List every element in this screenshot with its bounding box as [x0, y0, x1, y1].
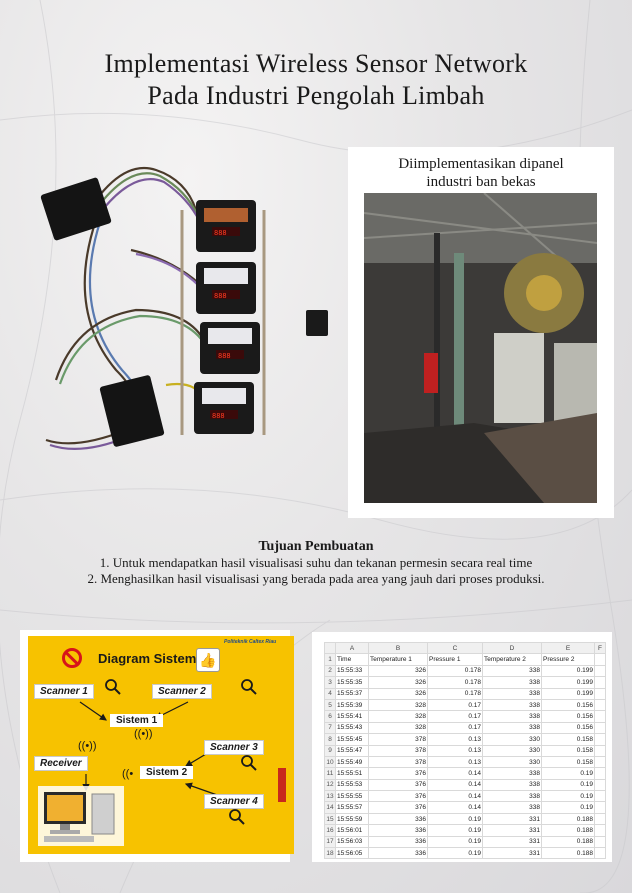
- purpose-section: [0, 538, 632, 587]
- table-cell[interactable]: 15:55:45: [336, 734, 369, 745]
- table-row: [325, 745, 606, 756]
- scanner-2-label: Scanner 2: [152, 684, 212, 699]
- wireless-icon: ((•: [122, 768, 134, 780]
- table-cell[interactable]: 0.14: [428, 791, 483, 802]
- empty-cell[interactable]: [595, 813, 606, 824]
- empty-cell[interactable]: [595, 665, 606, 676]
- table-cell[interactable]: 0.19: [428, 825, 483, 836]
- table-cell[interactable]: 15:56:05: [336, 848, 369, 859]
- table-row: [325, 848, 606, 859]
- table-cell[interactable]: 338: [483, 677, 542, 688]
- table-cell[interactable]: 15:55:49: [336, 756, 369, 767]
- table-cell[interactable]: 0.14: [428, 779, 483, 790]
- row-number[interactable]: 12: [325, 779, 336, 790]
- table-cell[interactable]: 0.19: [542, 779, 595, 790]
- sensor-devices-photo: [36, 150, 336, 480]
- row-number[interactable]: 5: [325, 699, 336, 710]
- table-cell[interactable]: 336: [369, 813, 428, 824]
- table-cell[interactable]: 338: [483, 711, 542, 722]
- table-cell[interactable]: 336: [369, 848, 428, 859]
- table-row: [325, 756, 606, 767]
- table-cell[interactable]: 376: [369, 791, 428, 802]
- table-row: [325, 722, 606, 733]
- table-cell[interactable]: 15:55:55: [336, 791, 369, 802]
- row-number[interactable]: 13: [325, 791, 336, 802]
- magnifier-icon: [104, 678, 121, 695]
- factory-caption-line-1: Diimplementasikan dipanel: [398, 156, 564, 172]
- column-letter[interactable]: D: [483, 643, 542, 654]
- table-cell[interactable]: 376: [369, 768, 428, 779]
- table-cell[interactable]: 15:55:57: [336, 802, 369, 813]
- thumbs-up-icon: 👍: [196, 648, 220, 672]
- column-letter[interactable]: F: [595, 643, 606, 654]
- table-cell[interactable]: 336: [369, 836, 428, 847]
- row-number[interactable]: 16: [325, 825, 336, 836]
- row-number[interactable]: 3: [325, 677, 336, 688]
- table-cell[interactable]: 331: [483, 848, 542, 859]
- table-cell[interactable]: 328: [369, 699, 428, 710]
- factory-photo: [364, 193, 597, 503]
- system-diagram-card: [20, 630, 290, 862]
- table-cell[interactable]: Time: [336, 654, 369, 665]
- table-cell[interactable]: 326: [369, 688, 428, 699]
- receiver-label: Receiver: [34, 756, 88, 771]
- table-cell[interactable]: 338: [483, 665, 542, 676]
- table-cell[interactable]: 15:55:37: [336, 688, 369, 699]
- no-sign-icon: [62, 648, 82, 668]
- diagram-title: Diagram Sistem: [98, 651, 197, 666]
- table-cell[interactable]: 15:55:41: [336, 711, 369, 722]
- row-number[interactable]: 15: [325, 813, 336, 824]
- table-cell[interactable]: 330: [483, 756, 542, 767]
- table-cell[interactable]: 0.19: [542, 802, 595, 813]
- table-row: [325, 711, 606, 722]
- table-cell[interactable]: 0.199: [542, 677, 595, 688]
- title-line-2: Pada Industri Pengolah Limbah: [147, 81, 485, 110]
- system-diagram: [28, 636, 294, 854]
- table-cell[interactable]: 326: [369, 677, 428, 688]
- table-cell[interactable]: 338: [483, 791, 542, 802]
- table-cell[interactable]: 0.188: [542, 848, 595, 859]
- magnifier-icon: [240, 754, 257, 771]
- svg-text:888: 888: [212, 412, 225, 420]
- table-cell[interactable]: 15:55:59: [336, 813, 369, 824]
- table-cell[interactable]: 0.188: [542, 825, 595, 836]
- table-cell[interactable]: 331: [483, 836, 542, 847]
- table-cell[interactable]: 338: [483, 722, 542, 733]
- table-cell[interactable]: 0.17: [428, 722, 483, 733]
- empty-cell[interactable]: [595, 654, 606, 665]
- table-cell[interactable]: 0.19: [428, 836, 483, 847]
- empty-cell[interactable]: [595, 848, 606, 859]
- table-cell[interactable]: 15:56:01: [336, 825, 369, 836]
- empty-cell[interactable]: [595, 688, 606, 699]
- table-cell[interactable]: 0.158: [542, 734, 595, 745]
- table-row: [325, 734, 606, 745]
- table-cell[interactable]: 0.13: [428, 745, 483, 756]
- row-number[interactable]: 10: [325, 756, 336, 767]
- table-cell[interactable]: 15:55:47: [336, 745, 369, 756]
- table-row: [325, 665, 606, 676]
- table-cell[interactable]: 0.17: [428, 699, 483, 710]
- table-cell[interactable]: 0.158: [542, 756, 595, 767]
- table-row: [325, 688, 606, 699]
- magnifier-icon: [240, 678, 257, 695]
- empty-cell[interactable]: [595, 745, 606, 756]
- table-row: [325, 779, 606, 790]
- purpose-item: 1. Untuk mendapatkan hasil visualisasi suhu dan tekanan permesin secara real time: [99, 555, 533, 570]
- table-cell[interactable]: 0.19: [428, 813, 483, 824]
- table-cell[interactable]: 0.14: [428, 802, 483, 813]
- empty-cell[interactable]: [595, 756, 606, 767]
- table-cell[interactable]: 378: [369, 756, 428, 767]
- spreadsheet-card: [312, 632, 612, 862]
- table-cell[interactable]: 0.156: [542, 699, 595, 710]
- brand-text: Politeknik Caltex Riau: [224, 639, 277, 645]
- row-number[interactable]: 2: [325, 665, 336, 676]
- title-line-1: Implementasi Wireless Sensor Network: [104, 49, 528, 78]
- scanner-4-label: Scanner 4: [204, 794, 264, 809]
- table-cell[interactable]: 15:55:43: [336, 722, 369, 733]
- wireless-icon: ((•)): [78, 740, 97, 752]
- table-cell[interactable]: 15:55:33: [336, 665, 369, 676]
- table-cell[interactable]: 0.158: [542, 745, 595, 756]
- empty-cell[interactable]: [595, 699, 606, 710]
- table-cell[interactable]: 0.13: [428, 756, 483, 767]
- sistem-1-label: Sistem 1: [110, 714, 163, 727]
- scanner-3-label: Scanner 3: [204, 740, 264, 755]
- empty-cell[interactable]: [595, 711, 606, 722]
- row-number[interactable]: 4: [325, 688, 336, 699]
- empty-cell[interactable]: [595, 836, 606, 847]
- row-number[interactable]: 14: [325, 802, 336, 813]
- table-cell[interactable]: 0.199: [542, 688, 595, 699]
- table-cell[interactable]: 0.19: [542, 768, 595, 779]
- table-cell[interactable]: 0.199: [542, 665, 595, 676]
- empty-cell[interactable]: [595, 768, 606, 779]
- purpose-item: 2. Menghasilkan hasil visualisasi yang berada pada area yang jauh dari proses produksi.: [87, 571, 545, 586]
- table-cell[interactable]: 15:55:53: [336, 779, 369, 790]
- factory-caption: [348, 155, 614, 191]
- sistem-2-label: Sistem 2: [140, 766, 193, 779]
- empty-cell[interactable]: [595, 825, 606, 836]
- table-cell[interactable]: 0.156: [542, 711, 595, 722]
- table-cell[interactable]: 376: [369, 802, 428, 813]
- table-cell[interactable]: 0.17: [428, 711, 483, 722]
- table-cell[interactable]: 376: [369, 779, 428, 790]
- row-number[interactable]: 8: [325, 734, 336, 745]
- data-table: [324, 642, 606, 859]
- table-row: [325, 836, 606, 847]
- table-cell[interactable]: 331: [483, 825, 542, 836]
- row-number[interactable]: 6: [325, 711, 336, 722]
- table-cell[interactable]: 0.14: [428, 768, 483, 779]
- row-number[interactable]: 11: [325, 768, 336, 779]
- table-row: [325, 699, 606, 710]
- table-cell[interactable]: 378: [369, 734, 428, 745]
- column-letter[interactable]: A: [336, 643, 369, 654]
- svg-text:888: 888: [218, 352, 231, 360]
- empty-cell[interactable]: [595, 779, 606, 790]
- red-tab: [278, 768, 286, 802]
- table-row: [325, 825, 606, 836]
- empty-cell[interactable]: [595, 734, 606, 745]
- table-cell[interactable]: 328: [369, 722, 428, 733]
- table-cell[interactable]: 326: [369, 665, 428, 676]
- table-cell[interactable]: 15:56:03: [336, 836, 369, 847]
- table-cell[interactable]: 0.178: [428, 688, 483, 699]
- table-cell[interactable]: 330: [483, 745, 542, 756]
- magnifier-icon: [228, 808, 245, 825]
- scanner-1-label: Scanner 1: [34, 684, 94, 699]
- poster-title: [0, 48, 632, 112]
- table-cell[interactable]: Temperature 1: [369, 654, 428, 665]
- table-cell[interactable]: Pressure 1: [428, 654, 483, 665]
- table-cell[interactable]: 0.188: [542, 836, 595, 847]
- empty-cell[interactable]: [595, 802, 606, 813]
- table-cell[interactable]: 331: [483, 813, 542, 824]
- row-number[interactable]: 9: [325, 745, 336, 756]
- column-letter[interactable]: E: [542, 643, 595, 654]
- table-cell[interactable]: 15:55:51: [336, 768, 369, 779]
- table-row: [325, 654, 606, 665]
- empty-cell[interactable]: [595, 722, 606, 733]
- table-cell[interactable]: 0.156: [542, 722, 595, 733]
- row-number[interactable]: 17: [325, 836, 336, 847]
- row-number[interactable]: 1: [325, 654, 336, 665]
- svg-text:888: 888: [214, 292, 227, 300]
- table-row: [325, 791, 606, 802]
- table-cell[interactable]: 0.178: [428, 677, 483, 688]
- table-cell[interactable]: 338: [483, 688, 542, 699]
- factory-caption-line-2: industri ban bekas: [426, 174, 536, 190]
- table-cell[interactable]: Pressure 2: [542, 654, 595, 665]
- table-cell[interactable]: 15:55:35: [336, 677, 369, 688]
- table-cell[interactable]: 0.13: [428, 734, 483, 745]
- table-cell[interactable]: 338: [483, 802, 542, 813]
- table-cell[interactable]: 0.19: [428, 848, 483, 859]
- table-cell[interactable]: 328: [369, 711, 428, 722]
- purpose-heading: Tujuan Pembuatan: [258, 539, 374, 554]
- table-cell[interactable]: 338: [483, 768, 542, 779]
- empty-cell[interactable]: [595, 791, 606, 802]
- table-row: [325, 813, 606, 824]
- column-letter[interactable]: [325, 643, 336, 654]
- column-letter[interactable]: C: [428, 643, 483, 654]
- wireless-icon: ((•)): [134, 728, 153, 740]
- table-row: [325, 802, 606, 813]
- row-number[interactable]: 18: [325, 848, 336, 859]
- svg-text:888: 888: [214, 229, 227, 237]
- table-row: [325, 768, 606, 779]
- row-number[interactable]: 7: [325, 722, 336, 733]
- table-cell[interactable]: Temperature 2: [483, 654, 542, 665]
- table-cell[interactable]: 378: [369, 745, 428, 756]
- table-cell[interactable]: 0.178: [428, 665, 483, 676]
- table-cell[interactable]: 15:55:39: [336, 699, 369, 710]
- table-cell[interactable]: 0.188: [542, 813, 595, 824]
- table-row: [325, 677, 606, 688]
- empty-cell[interactable]: [595, 677, 606, 688]
- table-cell[interactable]: 338: [483, 699, 542, 710]
- factory-panel-card: [348, 147, 614, 518]
- table-cell[interactable]: 336: [369, 825, 428, 836]
- table-cell[interactable]: 0.19: [542, 791, 595, 802]
- table-cell[interactable]: 338: [483, 779, 542, 790]
- column-letter[interactable]: B: [369, 643, 428, 654]
- computer-icon: [36, 784, 126, 848]
- table-cell[interactable]: 330: [483, 734, 542, 745]
